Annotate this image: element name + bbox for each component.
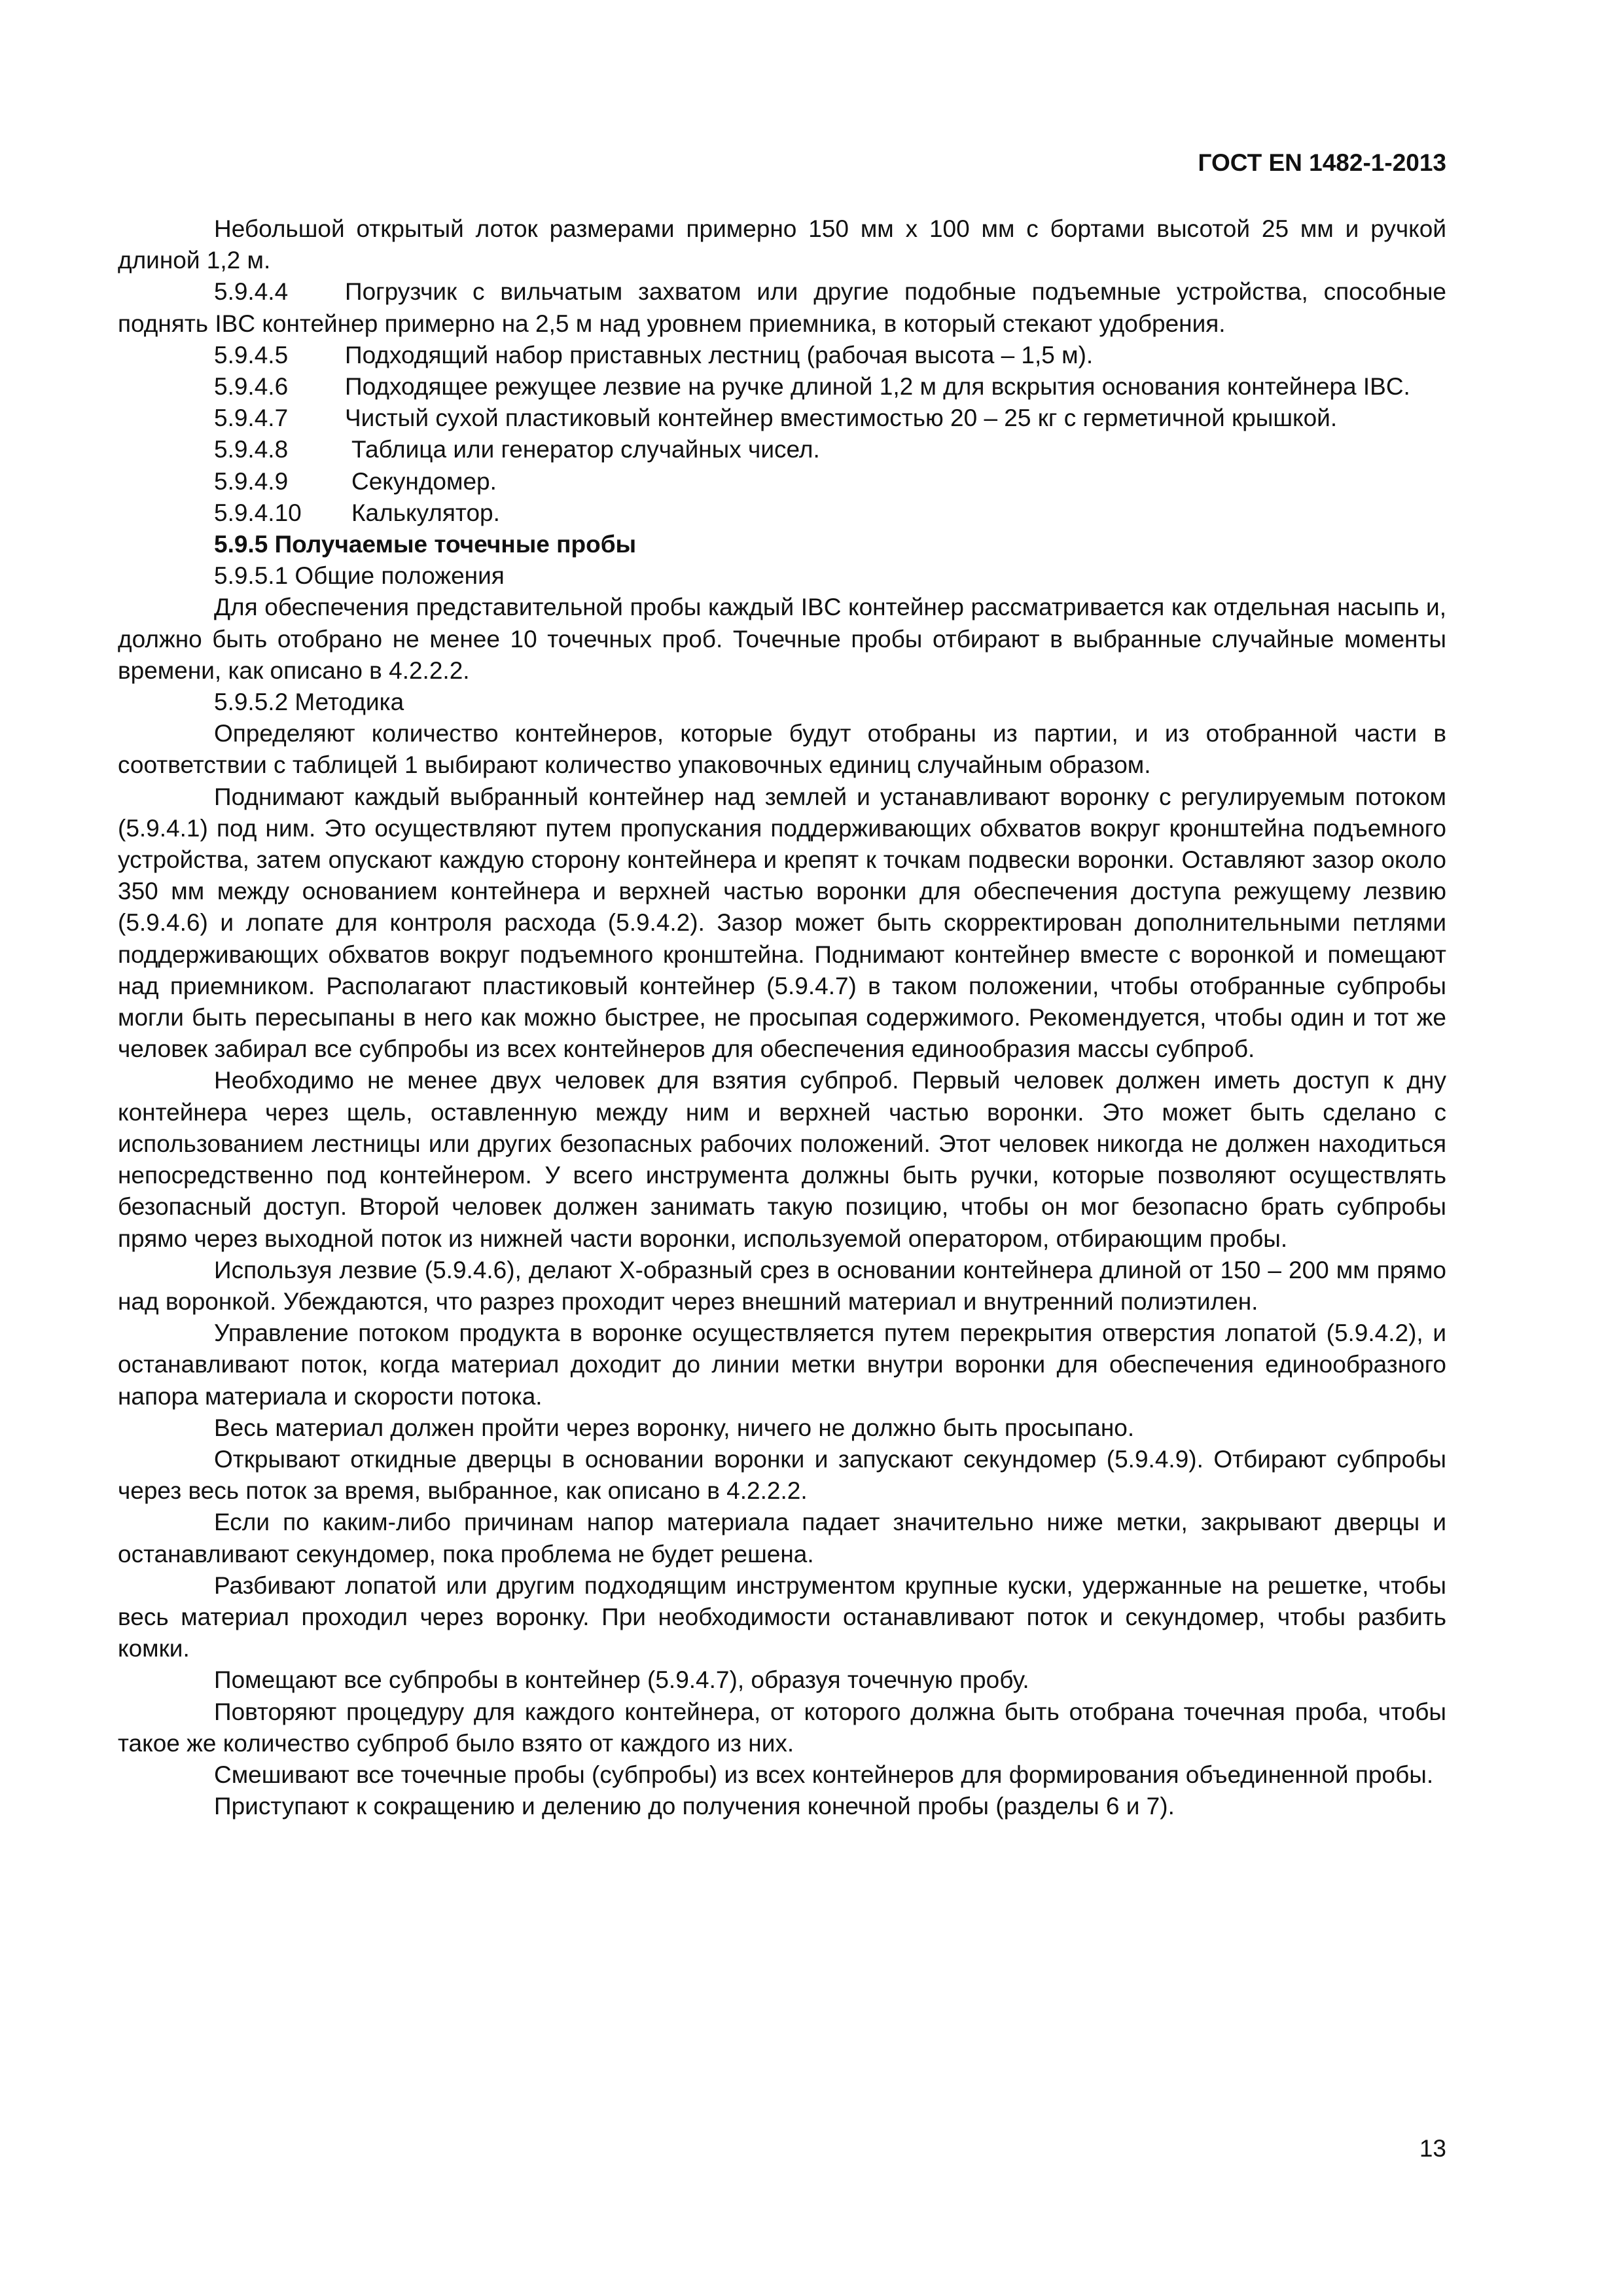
clause-number: 5.9.4.9 (214, 467, 289, 495)
subsection-heading-5-9-5-2: 5.9.5.2 Методика (214, 689, 404, 716)
clause-text: Секундомер. (351, 467, 497, 495)
clause-5-9-4-10 (118, 497, 1446, 529)
paragraph-method-13: Приступают к сокращению и делению до получения конечной пробы (разделы 6 и 7). (214, 1793, 1175, 1820)
section-heading-5-9-5: 5.9.5 Получаемые точечные пробы (214, 531, 637, 558)
clause-text: Таблица или генератор случайных чисел. (351, 436, 820, 463)
clause-5-9-4-7 (118, 403, 1446, 434)
clause-number: 5.9.4.6 (214, 373, 289, 401)
paragraph-method-4: Используя лезвие (5.9.4.6), делают X-образный срез в основании контейнера длиной от 150 – 200 мм прямо над воронкой. Убеждаются, что разрез проходит через внешний материал и внутренний полиэтилен. (118, 1256, 1446, 1315)
clause-5-9-4-6 (118, 371, 1446, 403)
clause-5-9-4-4 (118, 276, 1446, 339)
paragraph-method-10: Помещают все субпробы в контейнер (5.9.4.7), образуя точечную пробу. (214, 1666, 1029, 1694)
paragraph-method-3: Необходимо не менее двух человек для взятия субпроб. Первый человек должен иметь доступ к дну контейнера через щель, оставленную между ним и верхней частью воронки. Это может быть сделано с использованием лестницы или других безопасных рабочих положений. Этот человек никогда не должен находиться непосредственно под контейнером. У всего инструмента должны быть ручки, которые позволяют осуществлять безопасный доступ. Второй человек должен занимать такую позицию, чтобы он мог безопасно брать субпробы прямо через выходной поток из нижней части воронки, используемой оператором, отбирающим пробы. (118, 1067, 1446, 1252)
clause-number: 5.9.4.4 (214, 278, 289, 306)
clause-text: Чистый сухой пластиковый контейнер вместимостью 20 – 25 кг с герметичной крышкой. (345, 404, 1338, 432)
paragraph-tray: Небольшой открытый лоток размерами примерно 150 мм х 100 мм с бортами высотой 25 мм и ручкой длиной 1,2 м. (118, 215, 1446, 274)
paragraph-method-12: Смешивают все точечные пробы (субпробы) из всех контейнеров для формирования объединенной пробы. (214, 1761, 1434, 1788)
document-body (118, 213, 1446, 1822)
clause-number: 5.9.4.7 (214, 404, 289, 432)
subsection-heading-5-9-5-1: 5.9.5.1 Общие положения (214, 562, 505, 590)
paragraph-method-8: Если по каким-либо причинам напор материала падает значительно ниже метки, закрывают дверцы и останавливают секундомер, пока проблема не будет решена. (118, 1509, 1446, 1568)
clause-5-9-4-5 (118, 340, 1446, 371)
clause-number: 5.9.4.10 (214, 499, 302, 526)
clause-5-9-4-8 (118, 434, 1446, 465)
paragraph-method-1: Определяют количество контейнеров, которые будут отобраны из партии, и из отобранной части в соответствии с таблицей 1 выбирают количество упаковочных единиц случайным образом. (118, 720, 1446, 779)
clause-5-9-4-9 (118, 466, 1446, 497)
document-header: ГОСТ EN 1482-1-2013 (1198, 149, 1446, 176)
clause-number: 5.9.4.5 (214, 341, 289, 368)
clause-number: 5.9.4.8 (214, 436, 289, 463)
clause-text: Погрузчик с вильчатым захватом или другие подобные подъемные устройства, способные поднять IBC контейнер примерно на 2,5 м над уровнем приемника, в который стекают удобрения. (118, 278, 1446, 337)
clause-text: Подходящий набор приставных лестниц (рабочая высота – 1,5 м). (345, 341, 1094, 368)
paragraph-method-7: Открывают откидные дверцы в основании воронки и запускают секундомер (5.9.4.9). Отбирают субпробы через весь поток за время, выбранное, как описано в 4.2.2.2. (118, 1445, 1446, 1505)
paragraph-method-11: Повторяют процедуру для каждого контейнера, от которого должна быть отобрана точечная проба, чтобы такое же количество субпроб было взято от каждого из них. (118, 1698, 1446, 1757)
paragraph-general: Для обеспечения представительной пробы каждый IBC контейнер рассматривается как отдельная насыпь и, должно быть отобрано не менее 10 точечных проб. Точечные пробы отбирают в выбранные случайные моменты времени, как описано в 4.2.2.2. (118, 594, 1446, 684)
paragraph-method-9: Разбивают лопатой или другим подходящим инструментом крупные куски, удержанные на решетке, чтобы весь материал проходил через воронку. При необходимости останавливают поток и секундомер, чтобы разбить комки. (118, 1571, 1446, 1662)
clause-text: Подходящее режущее лезвие на ручке длиной 1,2 м для вскрытия основания контейнера IBC. (345, 373, 1410, 401)
paragraph-method-2: Поднимают каждый выбранный контейнер над землей и устанавливают воронку с регулируемым потоком (5.9.4.1) под ним. Это осуществляют путем пропускания поддерживающих обхватов вокруг кронштейна подъемного устройства, затем опускают каждую сторону контейнера и крепят к точкам подвески воронки. Оставляют зазор около 350 мм между основанием контейнера и верхней частью воронки для обеспечения доступа режущему лезвию (5.9.4.6) и лопате для контроля расхода (5.9.4.2). Зазор может быть скорректирован дополнительными петлями поддерживающих обхватов вокруг подъемного кронштейна. Поднимают контейнер вместе с воронкой и помещают над приемником. Располагают пластиковый контейнер (5.9.4.7) в таком положении, чтобы отобранные субпробы могли быть пересыпаны в него как можно быстрее, не просыпая содержимого. Рекомендуется, чтобы один и тот же человек забирал все субпробы из всех контейнеров для обеспечения единообразия массы субпроб. (118, 783, 1446, 1063)
paragraph-method-6: Весь материал должен пройти через воронку, ничего не должно быть просыпано. (214, 1414, 1135, 1441)
clause-text: Калькулятор. (351, 499, 500, 526)
paragraph-method-5: Управление потоком продукта в воронке осуществляется путем перекрытия отверстия лопатой (5.9.4.2), и останавливают поток, когда материал доходит до линии метки внутри воронки для обеспечения единообразного напора материала и скорости потока. (118, 1319, 1446, 1410)
page-number: 13 (1419, 2135, 1446, 2162)
